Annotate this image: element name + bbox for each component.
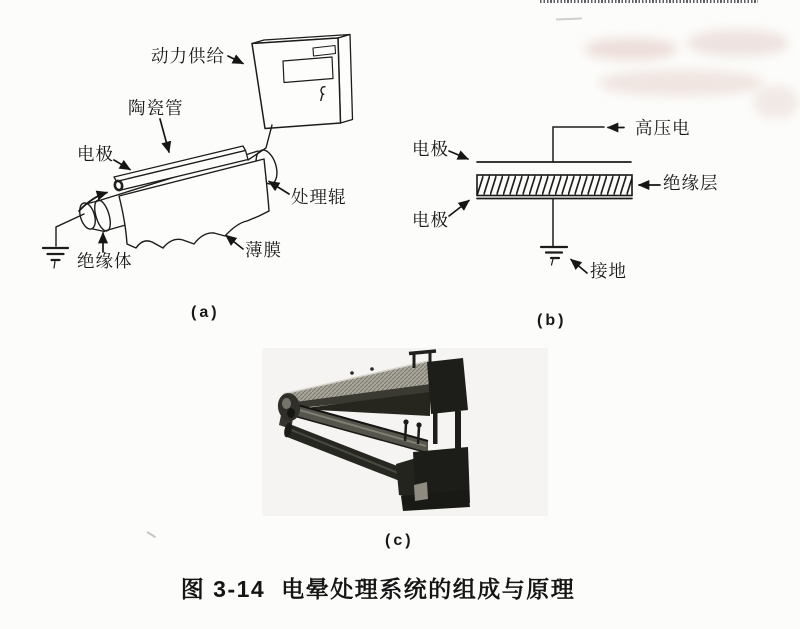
label-film: 薄膜 [245, 240, 282, 260]
subfigure-tag-c: (c) [385, 532, 414, 549]
figure-caption [0, 571, 756, 604]
ground-symbol-a [43, 248, 68, 268]
ground-symbol-b [541, 247, 567, 265]
label-electrode-b-bottom: 电极 [412, 210, 449, 230]
label-electrode-b-top: 电极 [412, 139, 449, 159]
label-ground: 接地 [590, 261, 627, 281]
corona-machine-photo [262, 348, 548, 516]
power-supply-box [252, 35, 353, 129]
label-insulation-layer: 绝缘层 [663, 173, 719, 193]
insulation-layer-bar [477, 175, 632, 196]
label-high-voltage: 高压电 [635, 118, 691, 138]
subfigure-tag-a: (a) [191, 304, 220, 321]
figure-number: 图 3-14 [180, 576, 266, 602]
hv-lead [553, 127, 604, 162]
label-insulator: 绝缘体 [77, 251, 133, 271]
figure-title: 电晕处理系统的组成与原理 [281, 576, 576, 602]
label-ceramic-tube: 陶瓷管 [128, 98, 184, 118]
label-power-supply: 动力供给 [151, 46, 225, 66]
annotation-arrows-b [449, 128, 660, 274]
label-electrode-a: 电极 [77, 144, 114, 164]
ground-wire-a [56, 214, 84, 246]
subfigure-tag-b: (b) [537, 312, 567, 329]
label-treatment-roller: 处理辊 [291, 187, 347, 207]
